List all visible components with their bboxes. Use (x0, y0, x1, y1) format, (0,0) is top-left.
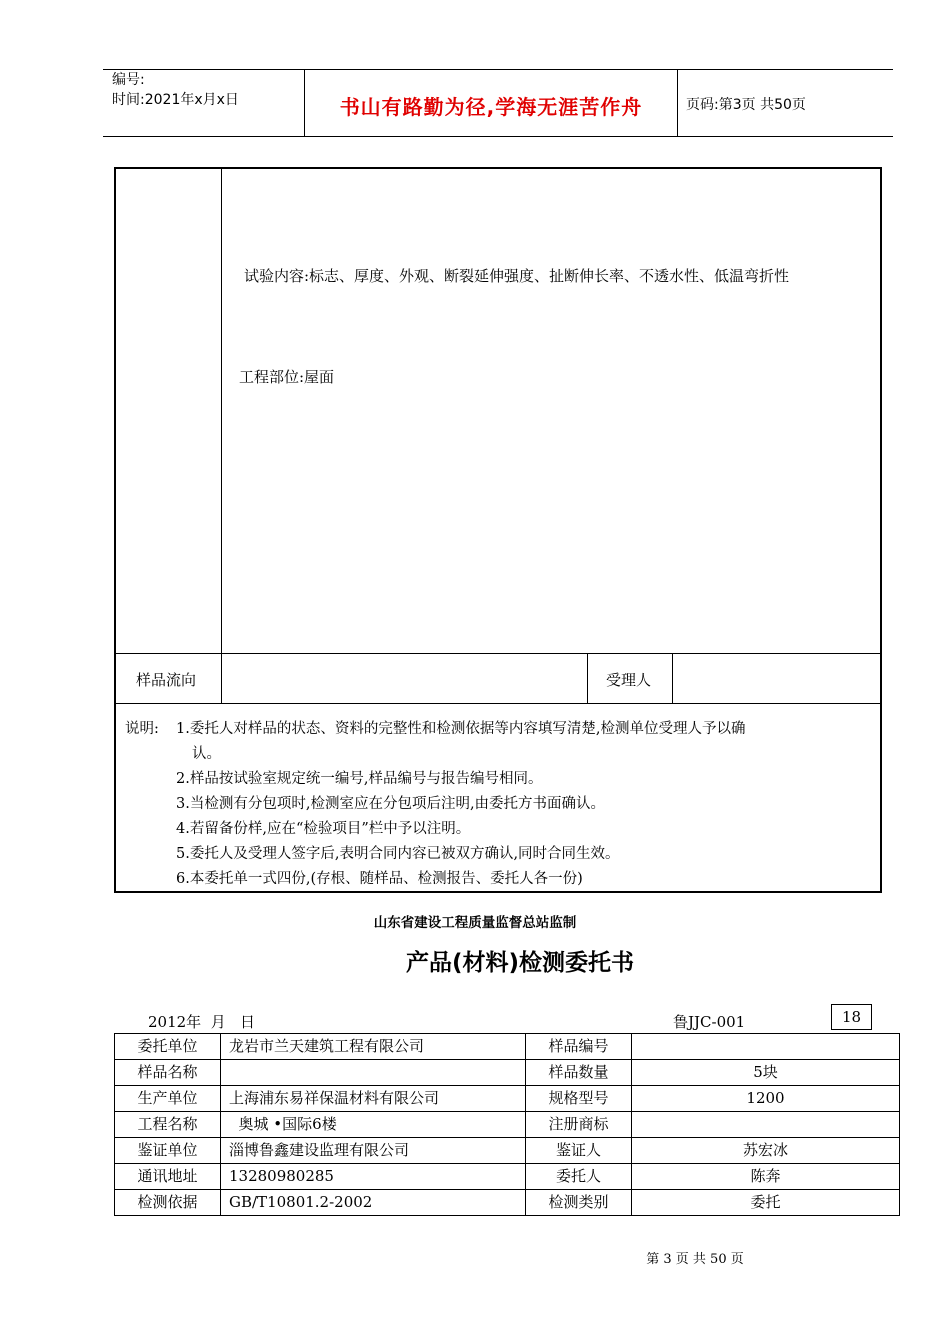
supervising-org: 山东省建设工程质量监督总站监制 (373, 915, 577, 931)
field-label: 鉴证单位 (115, 1138, 221, 1164)
project-part: 工程部位:屋面 (239, 368, 335, 386)
field-label: 规格型号 (526, 1086, 632, 1112)
field-value: 5块 (632, 1060, 900, 1086)
page-footer: 第 3 页 共 50 页 (646, 1252, 744, 1267)
table-row (115, 1086, 900, 1112)
field-label: 通讯地址 (115, 1164, 221, 1190)
field-label: 鉴证人 (526, 1138, 632, 1164)
note-item: 2.样品按试验室规定统一编号,样品编号与报告编号相同。 (176, 771, 543, 787)
note-item: 5.委托人及受理人签字后,表明合同内容已被双方确认,同时合同生效。 (176, 846, 620, 862)
note-item: 3.当检测有分包项时,检测室应在分包项后注明,由委托方书面确认。 (176, 796, 606, 812)
field-label: 样品数量 (526, 1060, 632, 1086)
field-label: 注册商标 (526, 1112, 632, 1138)
field-label: 样品编号 (526, 1034, 632, 1060)
field-value: 陈奔 (632, 1164, 900, 1190)
note-item: 6.本委托单一式四份,(存根、随样品、检测报告、委托人各一份) (176, 871, 583, 887)
field-value: 委托 (632, 1190, 900, 1216)
field-value: 上海浦东易祥保温材料有限公司 (221, 1086, 526, 1112)
form-code: 鲁JJC-001 (673, 1013, 746, 1031)
entrust-form-table (114, 1033, 900, 1216)
entrust-table-continued (114, 167, 882, 893)
test-content: 试验内容:标志、厚度、外观、断裂延伸强度、扯断伸长率、不透水性、低温弯折性 (244, 267, 790, 285)
field-value: 淄博鲁鑫建设监理有限公司 (221, 1138, 526, 1164)
header-motto: 书山有路勤为径,学海无涯苦作舟 (339, 95, 643, 119)
header-divider (677, 69, 678, 136)
field-value: GB/T10801.2-2002 (221, 1190, 526, 1216)
field-value: 苏宏冰 (632, 1138, 900, 1164)
header-bottom-rule (103, 136, 893, 137)
notes-prefix: 说明: (125, 721, 159, 737)
field-value: 奥城 •国际6楼 (221, 1112, 526, 1138)
field-value (632, 1034, 900, 1060)
field-label: 委托人 (526, 1164, 632, 1190)
form-number-box: 18 (831, 1004, 872, 1030)
table-divider (672, 653, 673, 703)
table-divider (116, 653, 880, 654)
number-label: 编号: (112, 72, 145, 88)
field-label: 检测类别 (526, 1190, 632, 1216)
form-date: 2012年 月 日 (148, 1013, 256, 1031)
header-meta (112, 70, 239, 110)
field-value: 1200 (632, 1086, 900, 1112)
receiver-label: 受理人 (606, 671, 652, 689)
table-divider (116, 703, 880, 704)
field-value (221, 1060, 526, 1086)
table-row (115, 1190, 900, 1216)
field-value: 13280980285 (221, 1164, 526, 1190)
table-divider (587, 653, 588, 703)
table-row (115, 1138, 900, 1164)
note-item: 1.委托人对样品的状态、资料的完整性和检测依据等内容填写清楚,检测单位受理人予以确 (176, 721, 746, 737)
field-label: 生产单位 (115, 1086, 221, 1112)
table-divider (221, 169, 222, 704)
field-value: 龙岩市兰天建筑工程有限公司 (221, 1034, 526, 1060)
table-row (115, 1034, 900, 1060)
table-row (115, 1060, 900, 1086)
note-item: 认。 (192, 746, 221, 762)
time-label: 时间:2021年x月x日 (112, 92, 239, 108)
document-title: 产品(材料)检测委托书 (405, 950, 635, 976)
table-row (115, 1164, 900, 1190)
field-label: 检测依据 (115, 1190, 221, 1216)
field-value (632, 1112, 900, 1138)
field-label: 样品名称 (115, 1060, 221, 1086)
field-label: 工程名称 (115, 1112, 221, 1138)
field-label: 委托单位 (115, 1034, 221, 1060)
sample-flow-label: 样品流向 (136, 671, 197, 689)
header-page-info: 页码:第3页 共50页 (686, 97, 806, 113)
note-item: 4.若留备份样,应在“检验项目”栏中予以注明。 (176, 821, 471, 837)
table-row (115, 1112, 900, 1138)
